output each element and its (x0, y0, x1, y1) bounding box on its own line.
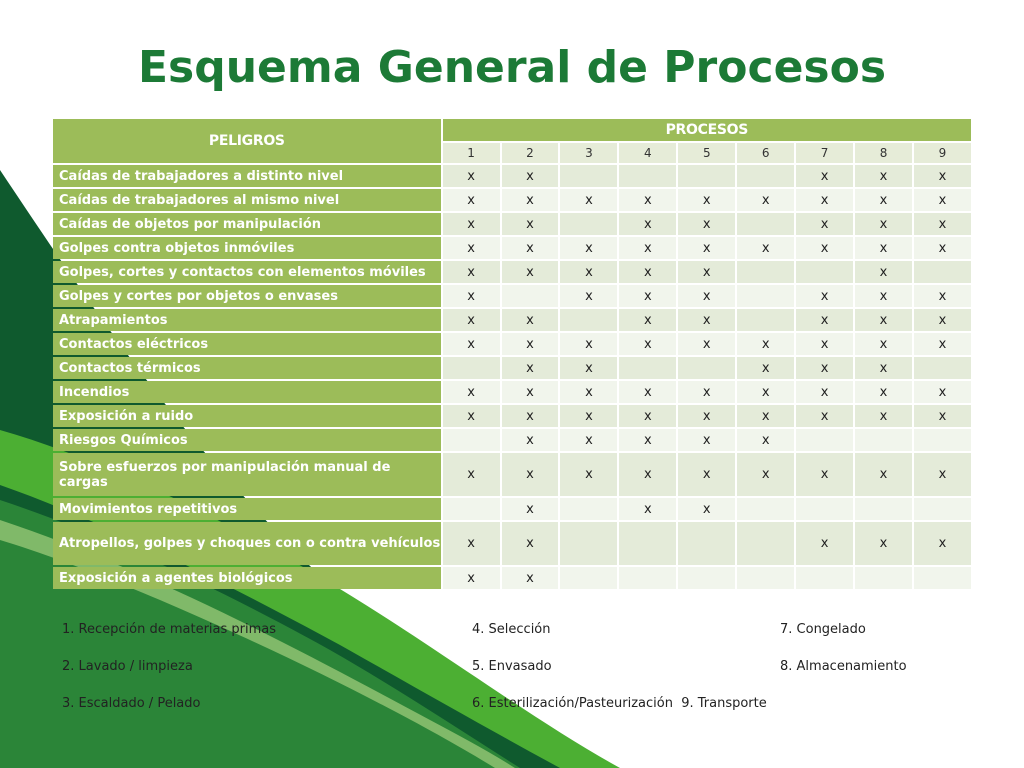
process-number-7: 7 (796, 143, 853, 164)
hazard-label: Contactos térmicos (53, 357, 441, 379)
page-title: Esquema General de Procesos (137, 42, 887, 93)
table-row (53, 498, 971, 520)
mark-cell: x (914, 285, 971, 307)
mark-cell (619, 522, 676, 565)
mark-cell: x (914, 381, 971, 403)
mark-cell: x (502, 429, 559, 451)
mark-cell (560, 567, 617, 589)
mark-cell: x (914, 309, 971, 331)
mark-cell (678, 567, 735, 589)
process-number-3: 3 (560, 143, 617, 164)
process-number-4: 4 (619, 143, 676, 164)
mark-cell: x (619, 237, 676, 259)
mark-cell: x (502, 189, 559, 211)
table-row (53, 213, 971, 235)
legend-item-2: 2. Lavado / limpieza (62, 659, 193, 674)
mark-cell: x (737, 189, 794, 211)
mark-cell: x (678, 237, 735, 259)
table-row (53, 453, 971, 496)
mark-cell: x (443, 165, 500, 187)
mark-cell: x (678, 453, 735, 496)
mark-cell: x (619, 309, 676, 331)
mark-cell: x (502, 165, 559, 187)
mark-cell: x (796, 285, 853, 307)
mark-cell: x (619, 213, 676, 235)
table-row (53, 567, 971, 589)
mark-cell: x (502, 567, 559, 589)
table-row (53, 261, 971, 283)
table-row (53, 285, 971, 307)
mark-cell (737, 285, 794, 307)
mark-cell (443, 498, 500, 520)
mark-cell (737, 522, 794, 565)
mark-cell (678, 522, 735, 565)
mark-cell: x (737, 333, 794, 355)
mark-cell: x (914, 333, 971, 355)
mark-cell: x (855, 309, 912, 331)
hazard-label: Caídas de objetos por manipulación (53, 213, 441, 235)
mark-cell (914, 357, 971, 379)
mark-cell: x (502, 381, 559, 403)
mark-cell: x (796, 405, 853, 427)
process-number-6: 6 (737, 143, 794, 164)
mark-cell: x (560, 405, 617, 427)
mark-cell: x (443, 237, 500, 259)
hazard-label: Golpes, cortes y contactos con elementos móviles (53, 261, 441, 283)
mark-cell: x (855, 261, 912, 283)
mark-cell (678, 357, 735, 379)
mark-cell (560, 213, 617, 235)
mark-cell: x (443, 567, 500, 589)
procesos-header: PROCESOS (443, 119, 971, 141)
hazard-label: Movimientos repetitivos (53, 498, 441, 520)
mark-cell: x (855, 165, 912, 187)
process-number-1: 1 (443, 143, 500, 164)
mark-cell: x (443, 453, 500, 496)
mark-cell: x (678, 405, 735, 427)
legend-item-5: 5. Envasado (472, 659, 552, 674)
table-row (53, 237, 971, 259)
mark-cell: x (678, 333, 735, 355)
mark-cell: x (619, 429, 676, 451)
mark-cell: x (796, 333, 853, 355)
hazard-label: Caídas de trabajadores al mismo nivel (53, 189, 441, 211)
hazard-label: Atropellos, golpes y choques con o contra vehículos (53, 522, 441, 565)
hazard-label: Caídas de trabajadores a distinto nivel (53, 165, 441, 187)
process-number-5: 5 (678, 143, 735, 164)
mark-cell (855, 429, 912, 451)
mark-cell: x (502, 498, 559, 520)
mark-cell: x (443, 405, 500, 427)
table-row (53, 357, 971, 379)
mark-cell (502, 285, 559, 307)
mark-cell: x (560, 189, 617, 211)
mark-cell (737, 567, 794, 589)
legend-item-3: 3. Escaldado / Pelado (62, 696, 201, 711)
mark-cell: x (737, 429, 794, 451)
process-number-2: 2 (502, 143, 559, 164)
mark-cell: x (560, 381, 617, 403)
mark-cell: x (914, 405, 971, 427)
mark-cell: x (678, 498, 735, 520)
mark-cell: x (619, 381, 676, 403)
process-number-8: 8 (855, 143, 912, 164)
hazard-label: Contactos eléctricos (53, 333, 441, 355)
table-row (53, 405, 971, 427)
mark-cell: x (737, 381, 794, 403)
table-row (53, 189, 971, 211)
table-row (53, 522, 971, 565)
mark-cell (443, 357, 500, 379)
mark-cell: x (855, 237, 912, 259)
mark-cell: x (560, 261, 617, 283)
mark-cell (914, 261, 971, 283)
mark-cell: x (855, 213, 912, 235)
mark-cell (737, 165, 794, 187)
mark-cell: x (796, 453, 853, 496)
hazard-label: Golpes y cortes por objetos o envases (53, 285, 441, 307)
mark-cell: x (443, 381, 500, 403)
mark-cell (619, 567, 676, 589)
mark-cell: x (737, 237, 794, 259)
mark-cell: x (678, 285, 735, 307)
hazard-label: Sobre esfuerzos por manipulación manual de cargas (53, 453, 441, 496)
mark-cell: x (855, 405, 912, 427)
mark-cell: x (678, 309, 735, 331)
hazard-label: Atrapamientos (53, 309, 441, 331)
mark-cell: x (855, 189, 912, 211)
mark-cell: x (796, 213, 853, 235)
mark-cell: x (855, 453, 912, 496)
mark-cell: x (443, 309, 500, 331)
mark-cell (914, 498, 971, 520)
mark-cell: x (443, 285, 500, 307)
mark-cell: x (560, 429, 617, 451)
mark-cell: x (855, 522, 912, 565)
mark-cell: x (737, 453, 794, 496)
legend-item-8: 8. Almacenamiento (780, 659, 907, 674)
mark-cell (855, 567, 912, 589)
mark-cell (443, 429, 500, 451)
mark-cell: x (619, 498, 676, 520)
mark-cell: x (560, 357, 617, 379)
mark-cell: x (796, 237, 853, 259)
mark-cell (737, 498, 794, 520)
process-number-9: 9 (914, 143, 971, 164)
mark-cell: x (678, 261, 735, 283)
mark-cell (914, 429, 971, 451)
mark-cell: x (619, 333, 676, 355)
legend-item-1: 1. Recepción de materias primas (62, 622, 277, 637)
mark-cell: x (796, 309, 853, 331)
table-row (53, 381, 971, 403)
mark-cell (796, 261, 853, 283)
mark-cell (560, 165, 617, 187)
mark-cell: x (502, 213, 559, 235)
mark-cell: x (796, 189, 853, 211)
mark-cell: x (678, 429, 735, 451)
mark-cell: x (914, 453, 971, 496)
mark-cell: x (619, 453, 676, 496)
mark-cell: x (914, 165, 971, 187)
mark-cell (560, 522, 617, 565)
mark-cell: x (502, 522, 559, 565)
mark-cell: x (678, 213, 735, 235)
table-row (53, 429, 971, 451)
table-row (53, 333, 971, 355)
mark-cell: x (560, 237, 617, 259)
hazard-label: Golpes contra objetos inmóviles (53, 237, 441, 259)
mark-cell: x (914, 189, 971, 211)
mark-cell: x (502, 309, 559, 331)
hazard-label: Exposición a ruido (53, 405, 441, 427)
table-row (53, 309, 971, 331)
mark-cell (796, 567, 853, 589)
hazards-process-table (51, 117, 973, 591)
mark-cell: x (502, 453, 559, 496)
mark-cell (737, 261, 794, 283)
mark-cell: x (914, 237, 971, 259)
mark-cell (796, 429, 853, 451)
mark-cell (914, 567, 971, 589)
mark-cell: x (443, 333, 500, 355)
mark-cell (796, 498, 853, 520)
mark-cell: x (443, 522, 500, 565)
mark-cell: x (914, 213, 971, 235)
mark-cell: x (855, 381, 912, 403)
mark-cell: x (443, 261, 500, 283)
mark-cell: x (502, 333, 559, 355)
mark-cell: x (502, 261, 559, 283)
mark-cell (855, 498, 912, 520)
mark-cell (560, 498, 617, 520)
mark-cell: x (502, 237, 559, 259)
mark-cell: x (855, 333, 912, 355)
mark-cell: x (737, 405, 794, 427)
mark-cell: x (560, 285, 617, 307)
mark-cell: x (443, 189, 500, 211)
mark-cell (560, 309, 617, 331)
mark-cell: x (619, 405, 676, 427)
legend-item-7: 7. Congelado (780, 622, 866, 637)
mark-cell: x (560, 333, 617, 355)
mark-cell (737, 213, 794, 235)
peligros-header: PELIGROS (53, 119, 441, 163)
hazard-label: Riesgos Químicos (53, 429, 441, 451)
mark-cell: x (443, 213, 500, 235)
table-row (53, 165, 971, 187)
mark-cell: x (796, 357, 853, 379)
mark-cell (619, 165, 676, 187)
legend-item-6-9: 6. Esterilización/Pasteurización 9. Transporte (472, 696, 767, 711)
mark-cell: x (502, 405, 559, 427)
legend-item-4: 4. Selección (472, 622, 551, 637)
mark-cell: x (737, 357, 794, 379)
hazard-label: Incendios (53, 381, 441, 403)
mark-cell (737, 309, 794, 331)
mark-cell: x (619, 189, 676, 211)
mark-cell: x (678, 381, 735, 403)
mark-cell (619, 357, 676, 379)
mark-cell (678, 165, 735, 187)
table-body (53, 165, 971, 589)
mark-cell: x (914, 522, 971, 565)
mark-cell: x (619, 285, 676, 307)
mark-cell: x (619, 261, 676, 283)
mark-cell: x (855, 357, 912, 379)
hazard-label: Exposición a agentes biológicos (53, 567, 441, 589)
mark-cell: x (796, 165, 853, 187)
mark-cell: x (560, 453, 617, 496)
mark-cell: x (796, 522, 853, 565)
mark-cell: x (796, 381, 853, 403)
mark-cell: x (502, 357, 559, 379)
mark-cell: x (855, 285, 912, 307)
mark-cell: x (678, 189, 735, 211)
